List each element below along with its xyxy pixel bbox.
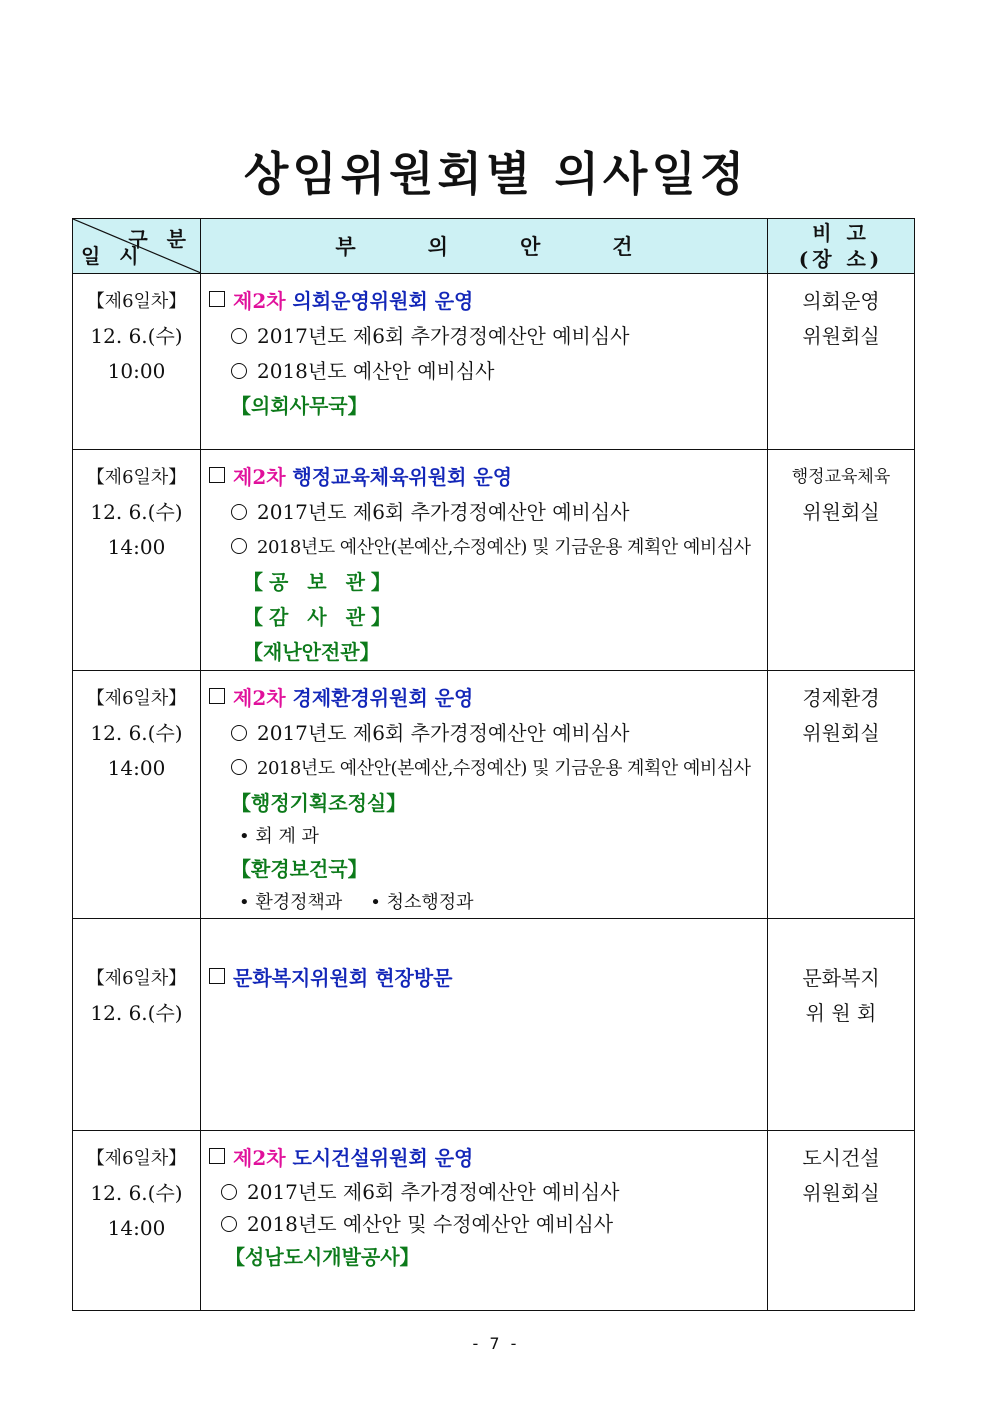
agenda-item: 2017년도 제6회 추가경정예산안 예비심사 — [209, 495, 767, 530]
header-agenda: 부 의 안 건 — [201, 219, 768, 274]
department-group: 【공 보 관】 — [243, 570, 397, 594]
agenda-cell — [201, 919, 768, 1131]
agenda-item: 2018년도 예산안(본예산,수정예산) 및 기금운용 계획안 예비심사 — [209, 751, 767, 786]
department-group: 【행정기획조정실】 — [231, 791, 407, 815]
department-group: 【감 사 관】 — [243, 605, 397, 629]
circle-icon — [231, 538, 247, 554]
agenda-cell — [201, 671, 768, 919]
table-row — [73, 671, 915, 919]
agenda-item: 2018년도 예산안(본예산,수정예산) 및 기금운용 계획안 예비심사 — [209, 530, 767, 565]
place-cell: 의회운영 위원회실 — [768, 274, 915, 450]
circle-icon — [221, 1184, 237, 1200]
agenda-item: 2017년도 제6회 추가경정예산안 예비심사 — [209, 716, 767, 751]
agenda-heading: 제2차 행정교육체육위원회 운영 — [209, 460, 767, 495]
circle-icon — [231, 759, 247, 775]
agenda-item: 2017년도 제6회 추가경정예산안 예비심사 — [209, 319, 767, 354]
place-cell: 경제환경 위원회실 — [768, 671, 915, 919]
square-icon — [209, 1148, 225, 1164]
header-ilsi: 일 시 — [81, 244, 145, 268]
table-row — [73, 919, 915, 1131]
place-cell: 문화복지 위 원 회 — [768, 919, 915, 1131]
circle-icon — [231, 363, 247, 379]
date-cell: 【제6일차】 12. 6.(수) 14:00 — [73, 450, 201, 671]
agenda-heading: 제2차 의회운영위원회 운영 — [209, 284, 767, 319]
header-note: 비 고 (장 소) — [768, 219, 915, 274]
agenda-item: 2018년도 예산안 예비심사 — [209, 354, 767, 389]
department-group: 【환경보건국】 — [231, 857, 368, 881]
square-icon — [209, 467, 225, 483]
place-cell: 행정교육체육 위원회실 — [768, 450, 915, 671]
page-title: 상임위원회별 의사일정 — [243, 147, 749, 201]
schedule-table — [72, 218, 915, 1311]
agenda-heading: 제2차 도시건설위원회 운영 — [209, 1141, 767, 1176]
circle-icon — [231, 504, 247, 520]
square-icon — [209, 968, 225, 984]
page-number: - 7 - — [472, 1334, 520, 1353]
agenda-heading: 문화복지위원회 현장방문 — [209, 961, 767, 996]
bullet-list: • 회 계 과 — [239, 826, 319, 847]
table-row — [73, 274, 915, 450]
department-group: 【의회사무국】 — [231, 394, 368, 418]
agenda-item: 2018년도 예산안 및 수정예산안 예비심사 — [209, 1208, 767, 1240]
date-cell: 【제6일차】 12. 6.(수) — [73, 919, 201, 1131]
header-diagonal-cell — [73, 219, 201, 274]
date-cell: 【제6일차】 12. 6.(수) 10:00 — [73, 274, 201, 450]
agenda-cell — [201, 274, 768, 450]
department-group: 【재난안전관】 — [243, 640, 380, 664]
department-group: 【성남도시개발공사】 — [225, 1245, 420, 1269]
agenda-cell — [201, 450, 768, 671]
place-cell: 도시건설 위원회실 — [768, 1131, 915, 1311]
agenda-item: 2017년도 제6회 추가경정예산안 예비심사 — [209, 1176, 767, 1208]
square-icon — [209, 688, 225, 704]
square-icon — [209, 291, 225, 307]
circle-icon — [231, 725, 247, 741]
table-row — [73, 1131, 915, 1311]
bullet-list: • 환경정책과 • 청소행정과 — [239, 892, 474, 913]
header-gubun: 구 분 — [128, 227, 192, 251]
agenda-cell — [201, 1131, 768, 1311]
agenda-heading: 제2차 경제환경위원회 운영 — [209, 681, 767, 716]
circle-icon — [231, 328, 247, 344]
table-row — [73, 450, 915, 671]
date-cell: 【제6일차】 12. 6.(수) 14:00 — [73, 1131, 201, 1311]
date-cell: 【제6일차】 12. 6.(수) 14:00 — [73, 671, 201, 919]
circle-icon — [221, 1216, 237, 1232]
table-header-row — [73, 219, 915, 274]
